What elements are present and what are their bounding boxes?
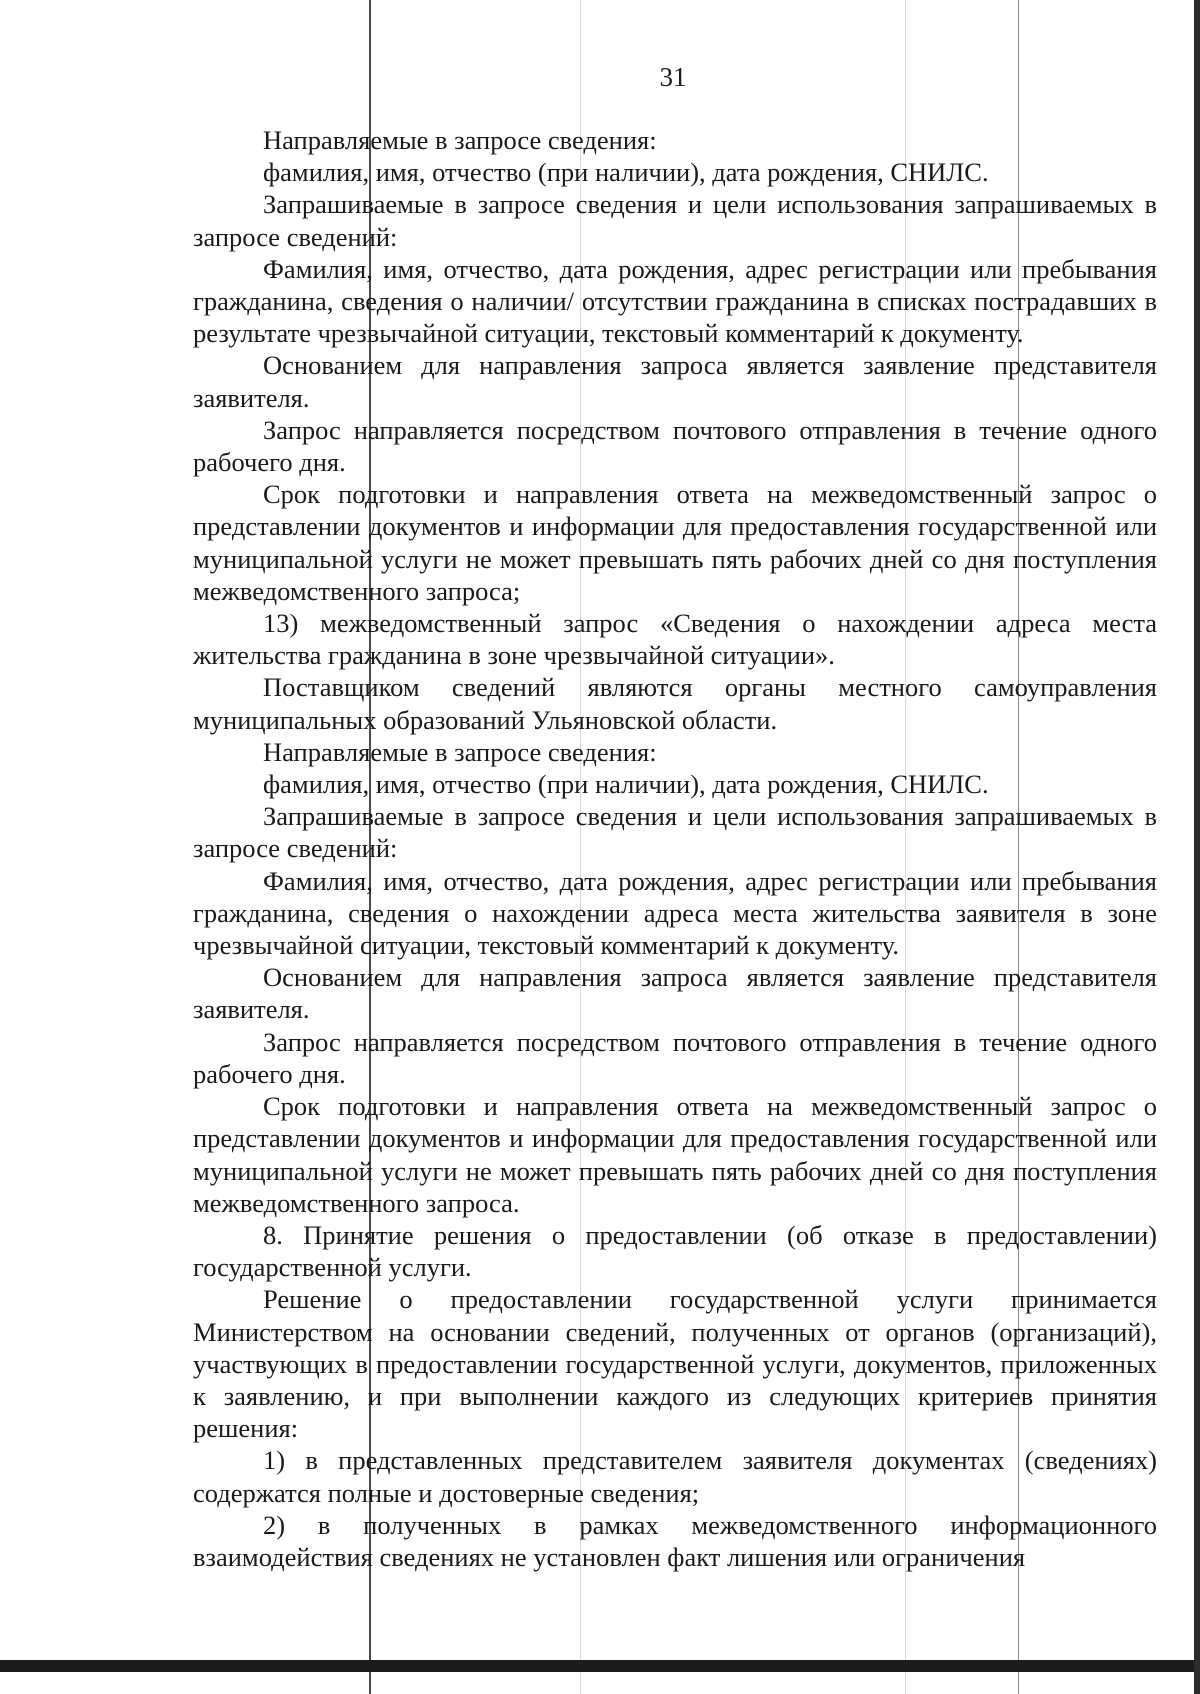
scan-right-border [1194,0,1200,1694]
document-body [193,124,1157,1573]
paragraph: Срок подготовки и направления ответа на межведомственный запрос о представлении документов и информации для предоставления государственной или муниципальной услуги не может превышать пять рабочих дней со дня поступления межведомственного запроса; [193,479,1157,606]
paragraph: 2) в полученных в рамках межведомственного информационного взаимодействия сведениях не установлен факт лишения или ограничения [193,1509,1157,1572]
paragraph: 1) в представленных представителем заявителя документах (сведениях) содержатся полные и достоверные сведения; [193,1445,1157,1508]
paragraph: Решение о предоставлении государственной услуги принимается Министерством на основании сведений, полученных от органов (организаций), участвующих в предоставлении государственной услуги, документов, приложенных к заявлению, и при выполнении каждого из следующих критериев принятия решения: [193,1284,1157,1444]
paragraph: фамилия, имя, отчество (при наличии), дата рождения, СНИЛС. [263,769,989,800]
paragraph: Направляемые в запросе сведения: [263,736,657,767]
paragraph: 8. Принятие решения о предоставлении (об отказе в предоставлении) государственной услуги. [193,1219,1157,1283]
paragraph: Запрос направляется посредством почтового отправления в течение одного рабочего дня. [193,1026,1157,1089]
paragraph: фамилия, имя, отчество (при наличии), дата рождения, СНИЛС. [263,157,989,188]
paragraph: Запрашиваемые в запросе сведения и цели использования запрашиваемых в запросе сведений: [193,801,1157,864]
paragraph: Основанием для направления запроса является заявление представителя заявителя. [193,962,1157,1025]
paragraph: Поставщиком сведений являются органы местного самоуправления муниципальных образований Ульяновской области. [193,672,1157,735]
paragraph: 13) межведомственный запрос «Сведения о нахождении адреса места жительства гражданина в зоне чрезвычайной ситуации». [193,608,1157,671]
page-number: 31 [659,62,687,92]
paragraph: Фамилия, имя, отчество, дата рождения, адрес регистрации или пребывания гражданина, сведения о нахождении адреса места жительства заявителя в зоне чрезвычайной ситуации, текстовый комментарий к документу. [193,865,1157,961]
scan-bottom-border [0,1660,1200,1672]
paragraph: Направляемые в запросе сведения: [263,125,657,155]
paragraph: Запрос направляется посредством почтового отправления в течение одного рабочего дня. [193,414,1157,478]
paragraph: Фамилия, имя, отчество, дата рождения, адрес регистрации или пребывания гражданина, сведения о наличии/ отсутствии гражданина в списках пострадавших в результате чрезвычайной ситуации, текстовый комментарий к документу. [193,253,1157,349]
paragraph: Основанием для направления запроса является заявление представителя заявителя. [193,350,1157,413]
paragraph: Запрашиваемые в запросе сведения и цели использования запрашиваемых в запросе сведений: [193,189,1157,252]
paragraph: Срок подготовки и направления ответа на межведомственный запрос о представлении документов и информации для предоставления государственной или муниципальной услуги не может превышать пять рабочих дней со дня поступления межведомственного запроса. [193,1091,1157,1218]
